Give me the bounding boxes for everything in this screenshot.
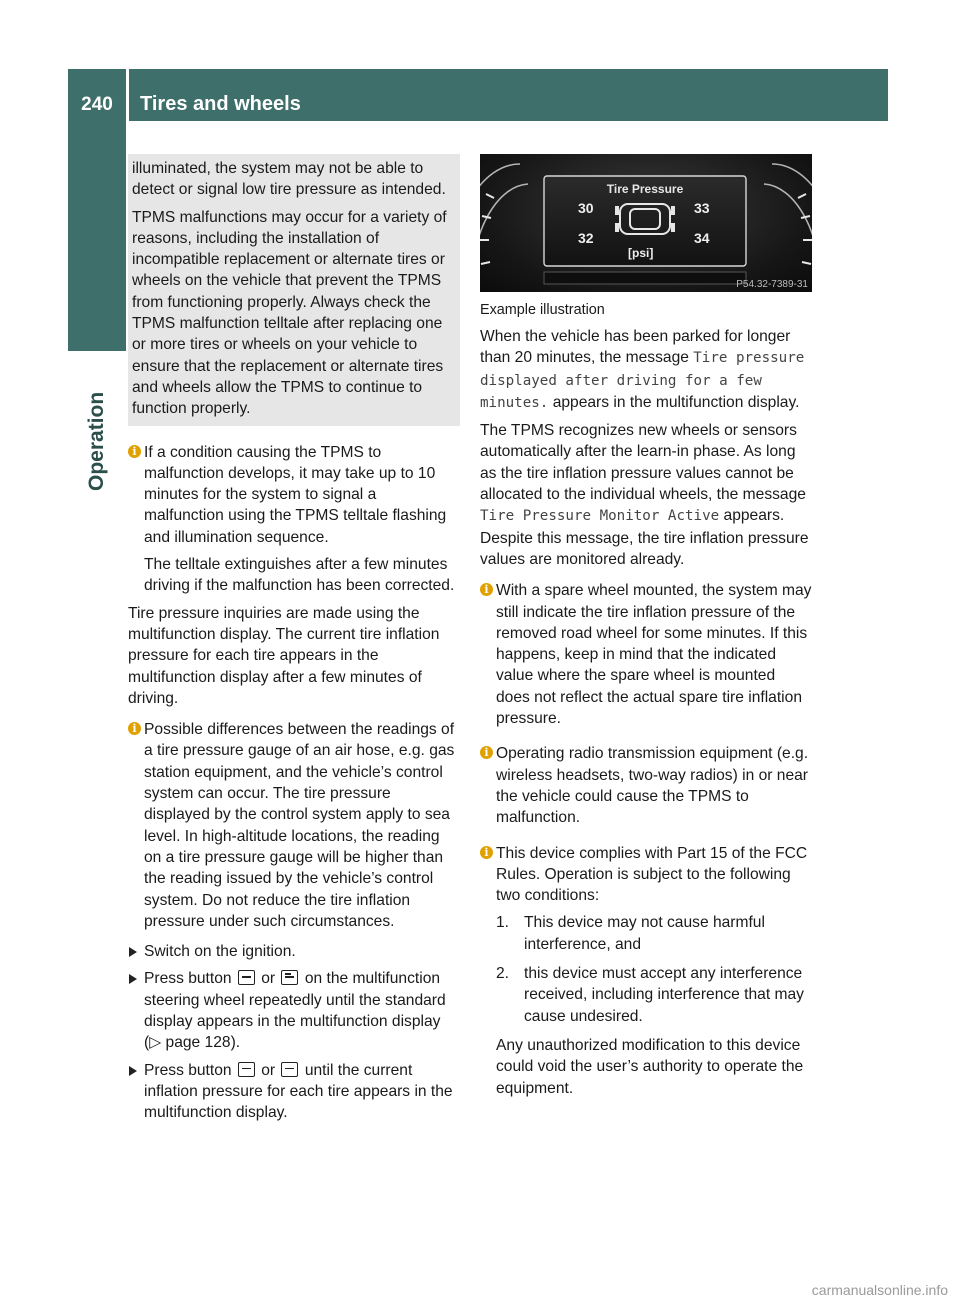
step-3 — [128, 1060, 460, 1124]
gauge-left-icon — [480, 164, 528, 292]
step-2-or: or — [261, 970, 276, 988]
step-2 — [128, 968, 460, 1053]
info-icon: i — [480, 846, 493, 859]
step-1-text: Switch on the ignition. — [144, 943, 296, 961]
message-monitor-active: Tire Pressure Monitor Active — [480, 508, 720, 525]
section-title: Tires and wheels — [140, 93, 301, 115]
side-tab-label-wrap — [68, 121, 126, 491]
pressure-rear-right: 34 — [694, 230, 710, 246]
info-note-1-text: If a condition causing the TPMS to malfunction develops, it may take up to 10 minutes for the system to signal a malfunction using the TPMS telltale flashing and illumination sequence. — [144, 443, 447, 546]
step-3-text-b: until the current inflation pressure for each tire appears in the multifunction display. — [144, 1061, 453, 1122]
pressure-front-left: 30 — [578, 200, 594, 216]
message-tire-pressure-displayed: Tire pressure displayed after driving for a few minutes. — [480, 350, 805, 411]
figure-caption: Example illustration — [480, 302, 605, 318]
step-arrow-icon — [129, 974, 137, 984]
step-arrow-icon — [129, 1066, 137, 1076]
info-icon: i — [128, 445, 141, 458]
left-column — [128, 154, 460, 1129]
warning-box — [128, 154, 460, 426]
right-column — [480, 154, 812, 1108]
step-2-text-a: Press button — [144, 970, 232, 988]
info-note-4-text: Operating radio transmission equipment (e.g. wireless headsets, two-way radios) in or near the vehicle could cause the TPMS to malfunction. — [496, 745, 809, 827]
up-button-icon — [238, 1062, 255, 1077]
info-icon: i — [480, 746, 493, 759]
info-note-3-text: With a spare wheel mounted, the system may still indicate the tire inflation pressure of the removed road wheel for some minutes. If this happens, keep in mind that the indicated value where the spare wheel is mounted does not reflect the actual spare tire inflation pressure. — [496, 582, 812, 728]
down-button-icon — [281, 1062, 298, 1077]
list-item-text: This device may not cause harmful interference, and — [524, 914, 765, 953]
info-note-4 — [480, 743, 812, 828]
display-button-icon — [238, 970, 255, 985]
paragraph-learn-in — [480, 420, 812, 570]
info-note-2-text: Possible differences between the readings of a tire pressure gauge of an air hose, e.g. gas station equipment, and the vehicle’s control system can occur. The tire pressure displayed by the control system apply to sea level. In high-altitude locations, the reading on a tire pressure gauge will be higher than the reading issued by the vehicle’s control system. Do not reduce the tire inflation pressure under such circumstances. — [144, 721, 455, 930]
info-icon: i — [480, 583, 493, 596]
list-item — [496, 912, 812, 955]
step-3-or: or — [261, 1061, 276, 1079]
info-note-5 — [480, 843, 812, 1099]
list-item-number: 1. — [496, 914, 510, 932]
info-note-1 — [128, 442, 460, 597]
side-tab-label: Operation — [85, 391, 108, 491]
list-item — [496, 963, 812, 1027]
step-1 — [128, 941, 460, 962]
pressure-unit: [psi] — [628, 246, 654, 260]
step-2-text-b: on the multifunction steering wheel repeatedly until the standard display appears in the multifunction display ( — [144, 970, 446, 1052]
info-note-5-text: This device complies with Part 15 of the FCC Rules. Operation is subject to the following two conditions: — [496, 844, 808, 905]
info-note-1-text-2: The telltale extinguishes after a few minutes driving if the malfunction has been corrected. — [144, 556, 455, 595]
step-arrow-icon — [129, 947, 137, 957]
gauge-right-icon — [764, 164, 812, 292]
step-3-text — [144, 1060, 460, 1124]
step-3-text-a: Press button — [144, 1061, 232, 1079]
telephone-display-button-icon — [281, 970, 298, 985]
tire-pressure-figure — [480, 154, 812, 292]
paragraph-parked — [480, 326, 812, 414]
conditions-list — [496, 912, 812, 1026]
paragraph-parked-a: When the vehicle has been parked for longer than 20 minutes, the message — [480, 328, 791, 367]
figure-code: P54.32-7389-31 — [736, 279, 808, 290]
pressure-rear-left: 32 — [578, 230, 594, 246]
step-2-text — [144, 968, 460, 1053]
info-icon: i — [128, 722, 141, 735]
page-number: 240 — [81, 94, 113, 115]
paragraph-parked-b: appears in the multifunction display. — [552, 393, 800, 411]
list-item-text: this device must accept any interference received, including interference that may cause undesired. — [524, 965, 804, 1025]
page-reference: ▷ page 128). — [149, 1034, 241, 1052]
paragraph-learn-in-a: The TPMS recognizes new wheels or sensors automatically after the learn-in phase. As long as the tire inflation pressure values cannot be allocated to the individual wheels, the message — [480, 422, 806, 504]
watermark: carmanualsonline.info — [811, 1282, 948, 1298]
figure-title: Tire Pressure — [606, 182, 684, 196]
info-note-3 — [480, 580, 812, 729]
instrument-cluster-illustration — [480, 154, 812, 292]
closing-text: Any unauthorized modification to this device could void the user’s authority to operate the equipment. — [496, 1036, 804, 1097]
warning-text-2: TPMS malfunctions may occur for a variety of reasons, including the installation of incompatible replacement or alternate tires or wheels on the vehicle that prevent the TPMS from functioning properly. Always check the TPMS malfunction telltale after replacing one or more tires or wheels on your vehicle to ensure that the replacement or alternate tires and wheels allow the TPMS to continue to function properly. — [132, 208, 447, 418]
info-note-2 — [128, 719, 460, 932]
header-separator — [126, 69, 129, 121]
warning-text-1: illuminated, the system may not be able to detect or signal low tire pressure as intended. — [132, 160, 446, 199]
list-item-number: 2. — [496, 965, 510, 983]
display-lower-frame — [544, 272, 746, 284]
pressure-front-right: 33 — [694, 200, 710, 216]
paragraph-inquiries: Tire pressure inquiries are made using the multifunction display. The current tire inflation pressure for each tire appears in the multifunction display after a few minutes of driving. — [128, 604, 440, 707]
paragraph-learn-in-b: appears. Despite this message, the tire inflation pressure values are monitored already. — [480, 507, 809, 568]
